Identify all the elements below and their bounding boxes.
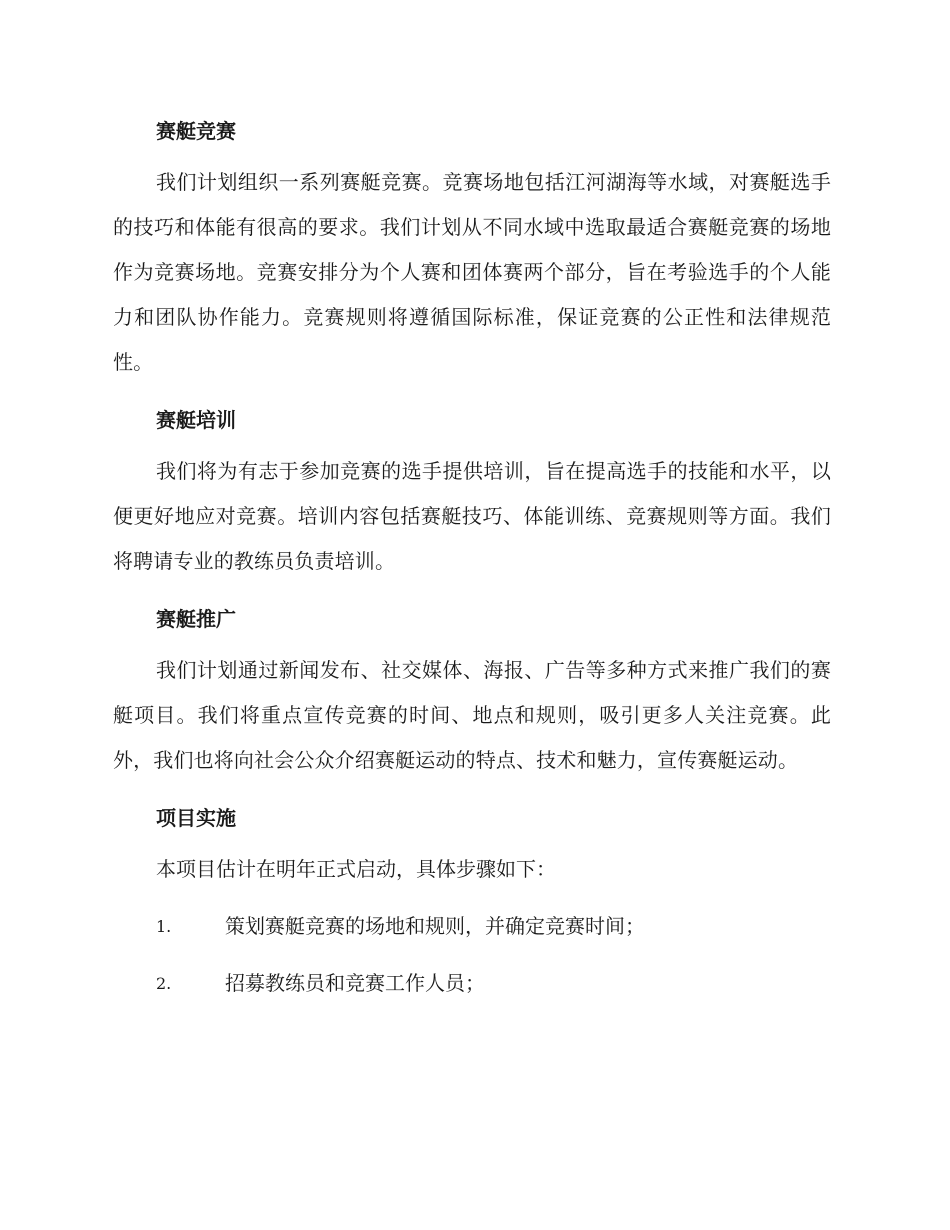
section-heading-promotion: 赛艇推广 (156, 607, 236, 631)
section-body-competition: 我们计划组织一系列赛艇竞赛。竞赛场地包括江河湖海等水域，对赛艇选手的技巧和体能有很高的要求。我们计划从不同水域中选取最适合赛艇竞赛的场地作为竞赛场地。竞赛安排分为个人赛和团体赛两个部分，旨在考验选手的个人能力和团队协作能力。竞赛规则将遵循国际标准，保证竞赛的公正性和法律规范性。 (113, 170, 831, 374)
section-body-training: 我们将为有志于参加竞赛的选手提供培训，旨在提高选手的技能和水平，以便更好地应对竞赛。培训内容包括赛艇技巧、体能训练、竞赛规则等方面。我们将聘请专业的教练员负责培训。 (113, 459, 831, 573)
section-heading-implementation: 项目实施 (156, 806, 236, 830)
list-item-number: 2. (156, 974, 172, 993)
section-heading-training: 赛艇培训 (156, 408, 236, 432)
list-item (113, 904, 831, 949)
list-item-text: 策划赛艇竞赛的场地和规则，并确定竞赛时间； (225, 914, 645, 938)
implementation-intro: 本项目估计在明年正式启动，具体步骤如下： (156, 857, 556, 881)
list-item-text: 招募教练员和竞赛工作人员； (225, 971, 485, 995)
list-item (113, 961, 831, 1006)
section-heading-competition: 赛艇竞赛 (156, 119, 236, 143)
list-item-number: 1. (156, 917, 172, 936)
document-page (113, 108, 831, 1006)
section-body-promotion: 我们计划通过新闻发布、社交媒体、海报、广告等多种方式来推广我们的赛艇项目。我们将重点宣传竞赛的时间、地点和规则，吸引更多人关注竞赛。此外，我们也将向社会公众介绍赛艇运动的特点、技术和魅力，宣传赛艇运动。 (113, 658, 831, 772)
